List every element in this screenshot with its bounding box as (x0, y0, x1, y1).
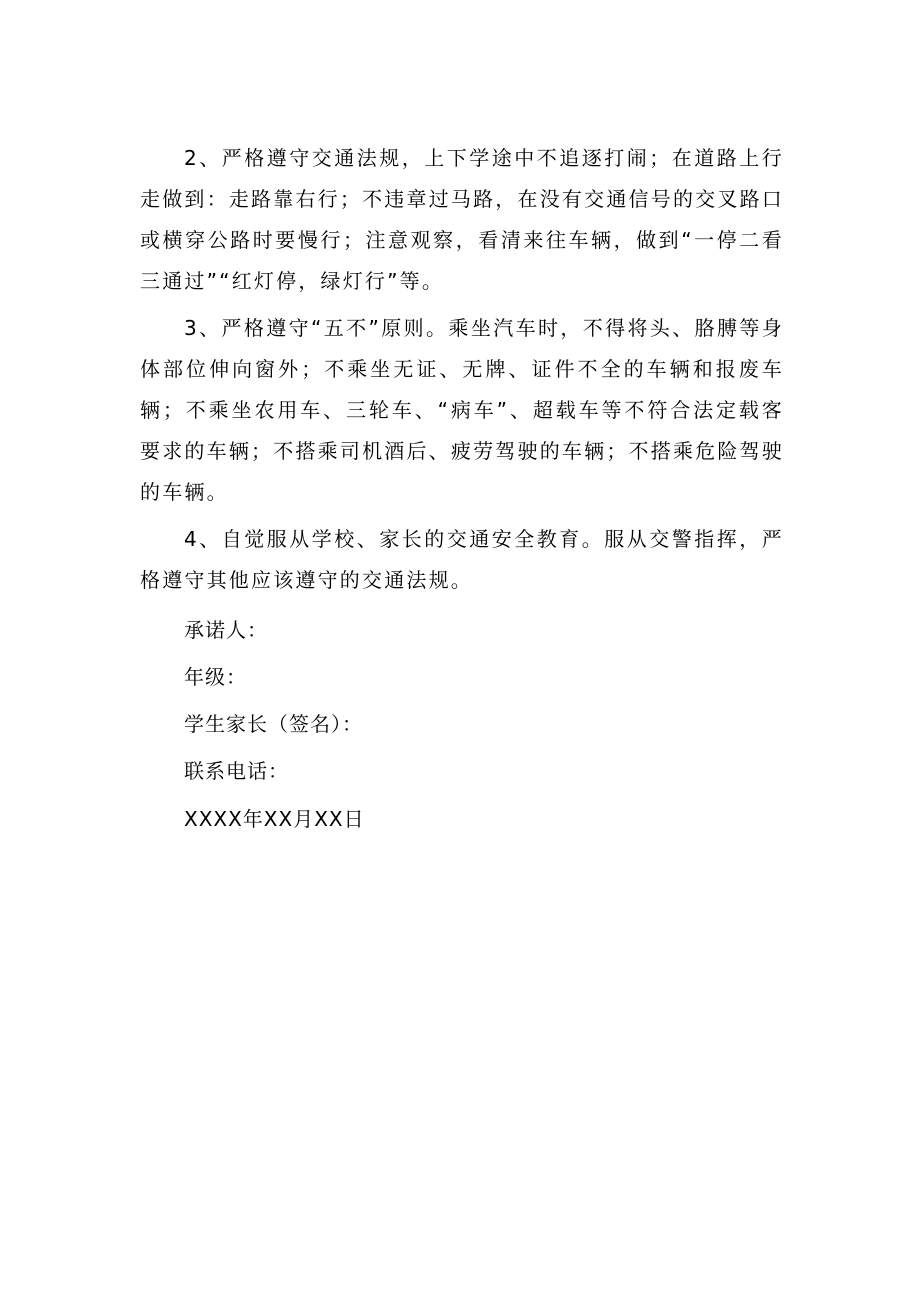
paragraph-rule-3: 3、严格遵守“五不”原则。乘坐汽车时，不得将头、胳膊等身体部位伸向窗外；不乘坐无证、无牌、证件不全的车辆和报废车辆；不乘坐农用车、三轮车、“病车”、超载车等不符合法定载客要求的车辆；不搭乘司机酒后、疲劳驾驶的车辆；不搭乘危险驾驶的车辆。 (140, 316, 784, 504)
date-field: XXXX年XX月XX日 (184, 807, 365, 831)
signature-block (140, 607, 784, 843)
parent-signature-field: 学生家长（签名）： (184, 712, 363, 736)
promisor-field: 承诺人： (184, 618, 268, 642)
grade-field: 年级： (184, 665, 247, 689)
phone-field: 联系电话： (184, 759, 289, 783)
document-body (140, 138, 784, 843)
paragraph-rule-4: 4、自觉服从学校、家长的交通安全教育。服从交警指挥，严格遵守其他应该遵守的交通法规。 (140, 527, 784, 592)
paragraph-rule-2: 2、严格遵守交通法规，上下学途中不追逐打闹；在道路上行走做到：走路靠右行；不违章过马路，在没有交通信号的交叉路口或横穿公路时要慢行；注意观察，看清来往车辆，做到“一停二看三通过”“红灯停，绿灯行”等。 (140, 146, 784, 293)
